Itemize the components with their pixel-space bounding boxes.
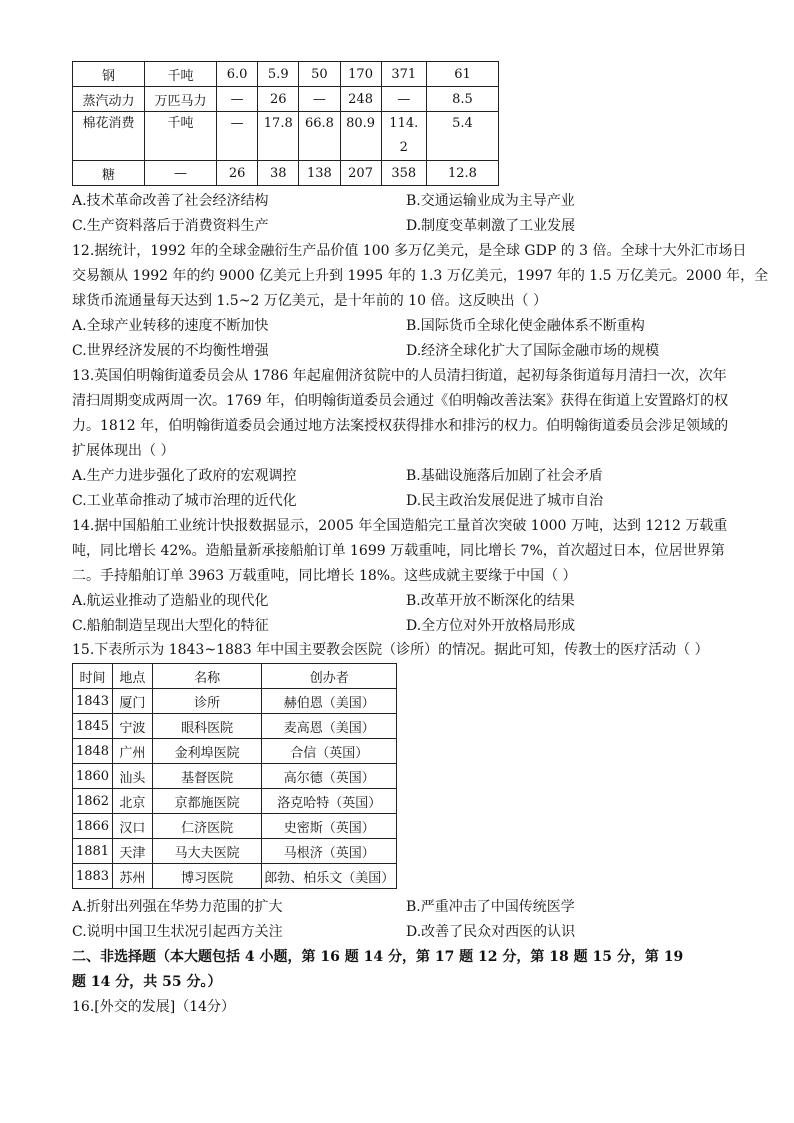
table-cell: 钢: [73, 62, 145, 87]
table-row: [73, 789, 397, 814]
table-cell: 合信（英国）: [262, 739, 397, 764]
q14-stem-line: 二。手持船舶订单 3963 万载重吨，同比增长 18%。这些成就主要缘于中国（ ）: [72, 568, 577, 584]
table-cell: 基督医院: [152, 764, 262, 789]
table-cell: 80.9: [340, 112, 381, 161]
table-cell: 358: [381, 161, 426, 186]
q14-option-d[interactable]: D.全方位对外开放格局形成: [406, 618, 576, 634]
table-header-row: [73, 664, 397, 689]
table-cell: 京都施医院: [152, 789, 262, 814]
table-cell: 1845: [73, 714, 113, 739]
q13-stem-line: 力。1812 年，伯明翰街道委员会通过地方法案授权获得排水和排污的权力。伯明翰街道委员会涉足领域的: [72, 418, 729, 434]
q14-stem-line: 14.据中国船舶工业统计快报数据显示，2005 年全国造船完工量首次突破 1000 万吨，达到 1212 万载重: [72, 518, 728, 534]
table-cell: 5.4: [426, 112, 498, 161]
column-header: 名称: [152, 664, 262, 689]
table-cell: 248: [340, 87, 381, 112]
table-cell: 厦门: [112, 689, 152, 714]
table-cell: 仁济医院: [152, 814, 262, 839]
table-cell: 高尔德（英国）: [262, 764, 397, 789]
table-cell: 66.8: [299, 112, 340, 161]
table-row: [73, 161, 499, 186]
table-cell-text: 114.2: [389, 116, 419, 155]
table-cell: 汕头: [112, 764, 152, 789]
q14-option-b[interactable]: B.改革开放不断深化的结果: [406, 593, 575, 609]
column-header: 地点: [112, 664, 152, 689]
table-row: [73, 714, 397, 739]
q12-option-a[interactable]: A.全球产业转移的速度不断加快: [72, 318, 269, 334]
table-cell: 6.0: [217, 62, 258, 87]
q11-option-d[interactable]: D.制度变革刺激了工业发展: [406, 218, 576, 234]
table-cell: 千吨: [145, 62, 217, 87]
table-cell: [381, 112, 426, 161]
table-cell: 蒸汽动力: [73, 87, 145, 112]
table-cell: 金利埠医院: [152, 739, 262, 764]
table-cell: 糖: [73, 161, 145, 186]
q11-option-c[interactable]: C.生产资料落后于消费资料生产: [72, 218, 269, 234]
table-cell: 8.5: [426, 87, 498, 112]
column-header: 时间: [73, 664, 113, 689]
table-cell: 138: [299, 161, 340, 186]
table-cell: —: [217, 87, 258, 112]
table-cell: 棉花消费: [73, 112, 145, 161]
table-cell: 宁波: [112, 714, 152, 739]
q13-option-a[interactable]: A.生产力进步强化了政府的宏观调控: [72, 468, 297, 484]
q14-option-c[interactable]: C.船舶制造呈现出大型化的特征: [72, 618, 269, 634]
table-cell: 苏州: [112, 864, 152, 889]
q12-option-b[interactable]: B.国际货币全球化使金融体系不断重构: [406, 318, 645, 334]
table-row: [73, 62, 499, 87]
table-row: [73, 87, 499, 112]
table-cell: 207: [340, 161, 381, 186]
table-row: [73, 689, 397, 714]
table-cell: 170: [340, 62, 381, 87]
table-cell: 1881: [73, 839, 113, 864]
table-cell: 1866: [73, 814, 113, 839]
table-cell: —: [381, 87, 426, 112]
q12-stem-line: 球货币流通量每天达到 1.5~2 万亿美元，是十年前的 10 倍。这反映出（ ）: [72, 293, 547, 309]
table-cell: 广州: [112, 739, 152, 764]
table-cell: 26: [258, 87, 299, 112]
table-cell: 61: [426, 62, 498, 87]
table-cell: 371: [381, 62, 426, 87]
q15-stem-line: 15.下表所示为 1843~1883 年中国主要教会医院（诊所）的情况。据此可知，传教士的医疗活动（ ）: [72, 642, 709, 658]
q13-option-c[interactable]: C.工业革命推动了城市治理的近代化: [72, 493, 297, 509]
table-cell: —: [299, 87, 340, 112]
q12-stem-line: 12.据统计，1992 年的全球金融衍生产品价值 100 多万亿美元，是全球 GDP 的 3 倍。全球十大外汇市场日: [72, 243, 747, 259]
table-cell: 38: [258, 161, 299, 186]
table-cell: 1848: [73, 739, 113, 764]
table-cell: 1860: [73, 764, 113, 789]
q11-option-a[interactable]: A.技术革命改善了社会经济结构: [72, 193, 269, 209]
table-cell: 12.8: [426, 161, 498, 186]
table-row: [73, 814, 397, 839]
industry-table: [72, 61, 499, 186]
q14-stem-line: 吨，同比增长 42%。造船量新承接船舶订单 1699 万载重吨，同比增长 7%，首次超过日本，位居世界第: [72, 543, 725, 559]
section-heading: 二、非选择题（本大题包括 4 小题，第 16 题 14 分，第 17 题 12 分，第 18 题 15 分，第 19: [72, 949, 684, 965]
q14-option-a[interactable]: A.航运业推动了造船业的现代化: [72, 593, 269, 609]
column-header: 创办者: [262, 664, 397, 689]
table-cell: 1883: [73, 864, 113, 889]
table-cell: 17.8: [258, 112, 299, 161]
q16-title: 16.[外交的发展]（14分）: [72, 999, 236, 1015]
q12-stem-line: 交易额从 1992 年的约 9000 亿美元上升到 1995 年的 1.3 万亿美元，1997 年的 1.5 万亿美元。2000 年，全: [72, 268, 769, 284]
table-cell: 赫伯恩（美国）: [262, 689, 397, 714]
q13-option-b[interactable]: B.基础设施落后加剧了社会矛盾: [406, 468, 603, 484]
table-cell: 26: [217, 161, 258, 186]
q15-option-b[interactable]: B.严重冲击了中国传统医学: [406, 899, 575, 915]
table-cell: 马根济（英国）: [262, 839, 397, 864]
q12-option-c[interactable]: C.世界经济发展的不均衡性增强: [72, 343, 269, 359]
table-row: [73, 112, 499, 161]
table-cell: 5.9: [258, 62, 299, 87]
table-cell: 汉口: [112, 814, 152, 839]
table-cell: 北京: [112, 789, 152, 814]
table-cell: 千吨: [145, 112, 217, 161]
table-cell: 麦高恩（美国）: [262, 714, 397, 739]
table-cell: —: [217, 112, 258, 161]
table-cell: 诊所: [152, 689, 262, 714]
table-row: [73, 864, 397, 889]
table-cell: 郎勃、柏乐文（美国）: [262, 864, 397, 889]
table-row: [73, 764, 397, 789]
table-cell: 史密斯（英国）: [262, 814, 397, 839]
table-cell: 眼科医院: [152, 714, 262, 739]
q15-option-a[interactable]: A.折射出列强在华势力范围的扩大: [72, 899, 283, 915]
section-heading: 题 14 分，共 55 分。）: [72, 974, 222, 990]
table-row: [73, 739, 397, 764]
q13-option-d[interactable]: D.民主政治发展促进了城市自治: [406, 493, 604, 509]
table-cell: 洛克哈特（英国）: [262, 789, 397, 814]
q13-stem-line: 13.英国伯明翰街道委员会从 1786 年起雇佣济贫院中的人员清扫街道，起初每条街道每月清扫一次，次年: [72, 368, 727, 384]
q15-option-d[interactable]: D.改善了民众对西医的认识: [406, 924, 576, 940]
table-cell: 万匹马力: [145, 87, 217, 112]
table-cell: 马大夫医院: [152, 839, 262, 864]
table-row: [73, 839, 397, 864]
hospital-table: [72, 663, 397, 889]
table-cell: 1843: [73, 689, 113, 714]
q13-stem-line: 扩展体现出（ ）: [72, 443, 175, 459]
q15-option-c[interactable]: C.说明中国卫生状况引起西方关注: [72, 924, 283, 940]
q12-option-d[interactable]: D.经济全球化扩大了国际金融市场的规模: [406, 343, 660, 359]
q13-stem-line: 清扫周期变成两周一次。1769 年，伯明翰街道委员会通过《伯明翰改善法案》获得在街道上安置路灯的权: [72, 393, 729, 409]
q11-option-b[interactable]: B.交通运输业成为主导产业: [406, 193, 575, 209]
table-cell: 博习医院: [152, 864, 262, 889]
table-cell: —: [145, 161, 217, 186]
table-cell: 天津: [112, 839, 152, 864]
table-cell: 1862: [73, 789, 113, 814]
table-cell: 50: [299, 62, 340, 87]
